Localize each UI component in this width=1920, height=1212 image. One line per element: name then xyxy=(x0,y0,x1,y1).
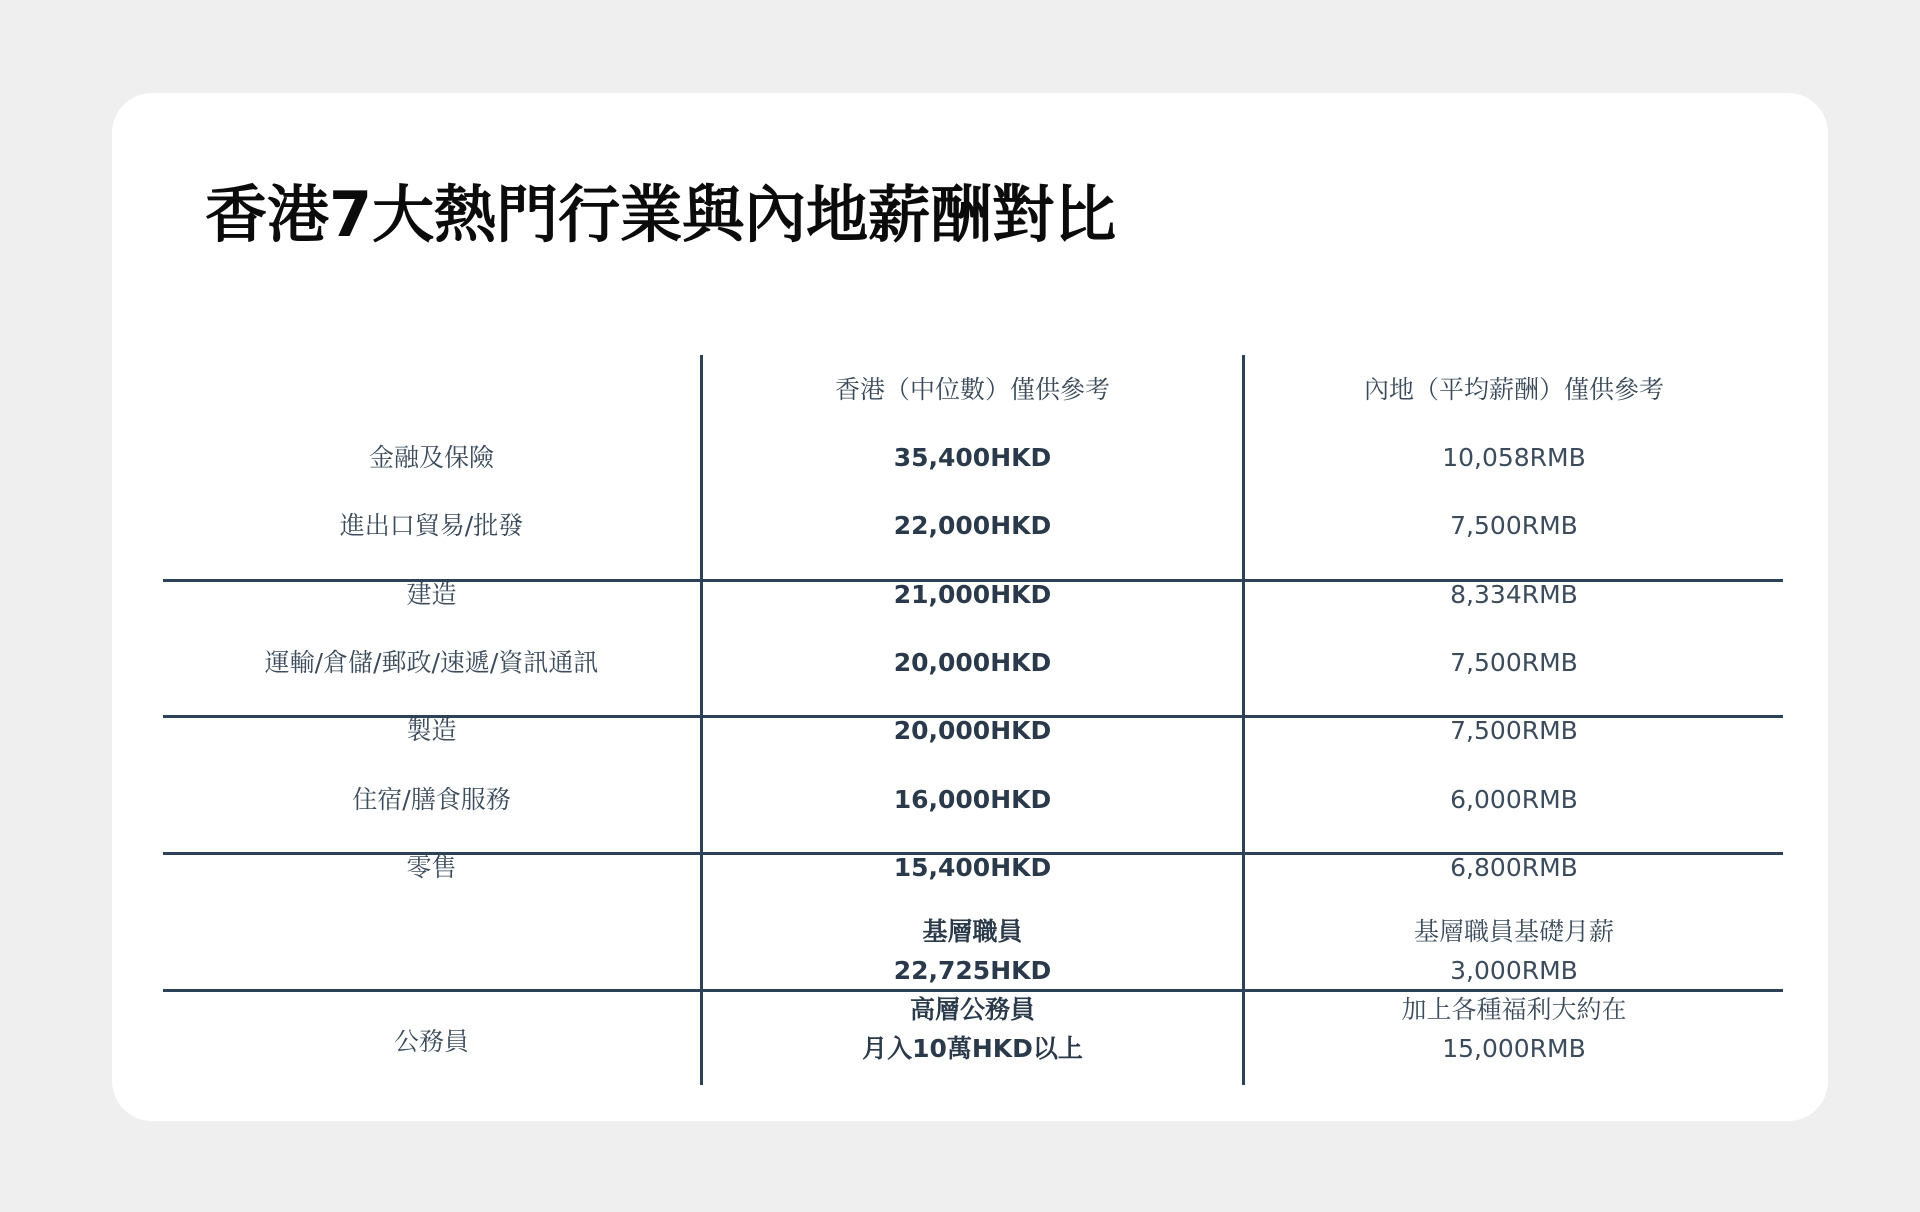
hk-salary-cell: 16,000HKD xyxy=(893,784,1052,814)
hk-salary-cell: 21,000HKD xyxy=(893,579,1052,609)
industry-cell: 製造 xyxy=(406,715,457,745)
salary-table xyxy=(163,355,1783,1085)
mainland-salary-cell: 7,500RMB xyxy=(1450,510,1578,540)
mainland-salary-cell: 8,334RMB xyxy=(1450,579,1578,609)
mainland-salary-line: 基層職員基礎月薪 xyxy=(1413,917,1614,946)
mainland-salary-cell: 10,058RMB xyxy=(1442,442,1586,472)
header-cell-mainland: 內地（平均薪酬）僅供參考 xyxy=(1363,374,1664,404)
hk-salary-cell: 15,400HKD xyxy=(893,852,1052,882)
hk-salary-line: 月入10萬HKD以上 xyxy=(862,1034,1083,1063)
industry-cell: 進出口貿易/批發 xyxy=(339,510,524,540)
hk-salary-cell: 22,000HKD xyxy=(893,510,1052,540)
industry-cell: 零售 xyxy=(406,852,457,882)
industry-cell: 建造 xyxy=(406,579,457,609)
hk-salary-cell: 35,400HKD xyxy=(893,442,1052,472)
header-cell-hk: 香港（中位數）僅供參考 xyxy=(834,374,1110,404)
hk-salary-cell xyxy=(703,905,1242,1075)
mainland-salary-line: 加上各種福利大約在 xyxy=(1401,995,1627,1024)
mainland-salary-cell: 6,000RMB xyxy=(1450,784,1578,814)
hk-salary-cell: 20,000HKD xyxy=(893,647,1052,677)
page-title: 香港7大熱門行業與內地薪酬對比 xyxy=(205,178,1117,251)
mainland-salary-cell xyxy=(1245,905,1783,1075)
header-cell-blank xyxy=(163,355,700,423)
card xyxy=(112,93,1828,1121)
industry-cell: 公務員 xyxy=(393,1026,469,1056)
hk-salary-line: 高層公務員 xyxy=(909,995,1035,1024)
mainland-salary-cell: 6,800RMB xyxy=(1450,852,1578,882)
industry-cell: 住宿/膳食服務 xyxy=(352,784,511,814)
hk-salary-cell: 20,000HKD xyxy=(893,715,1052,745)
hk-salary-line: 22,725HKD xyxy=(893,956,1052,985)
industry-cell: 運輸/倉儲/郵政/速遞/資訊通訊 xyxy=(264,647,599,677)
mainland-salary-line: 15,000RMB xyxy=(1442,1034,1586,1063)
mainland-salary-cell: 7,500RMB xyxy=(1450,647,1578,677)
mainland-salary-cell: 7,500RMB xyxy=(1450,715,1578,745)
hk-salary-line: 基層職員 xyxy=(922,917,1023,946)
industry-cell: 金融及保險 xyxy=(368,442,494,472)
mainland-salary-line: 3,000RMB xyxy=(1450,956,1578,985)
